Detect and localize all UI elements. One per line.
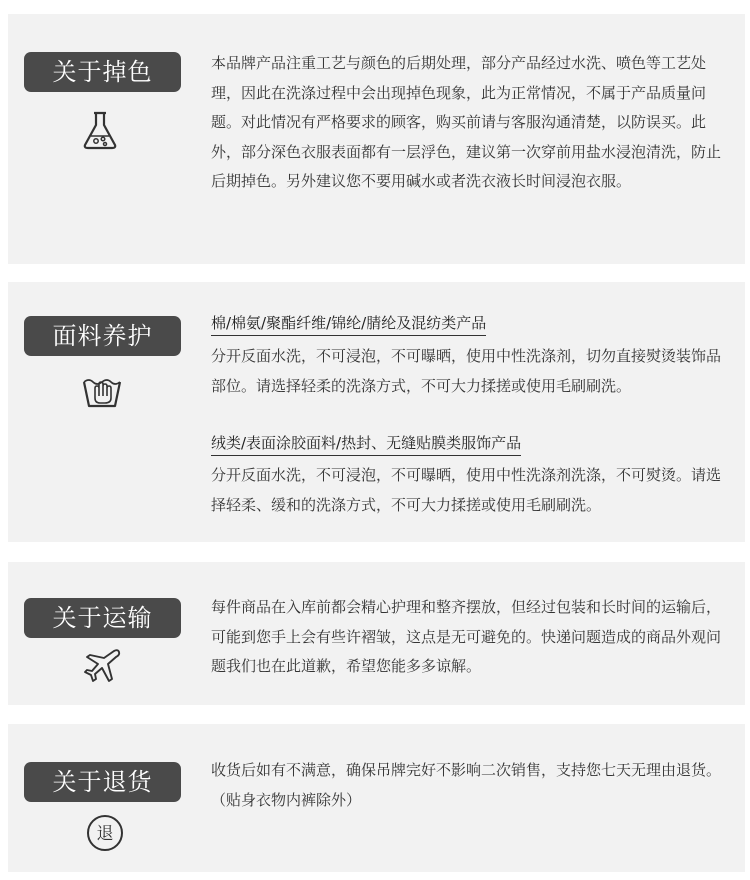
section-title: 面料养护 [24,316,181,356]
section-returns [8,724,745,872]
airplane-icon [81,646,123,686]
section-color-fading [8,14,745,264]
hand-wash-icon [81,370,123,410]
care-group-text: 分开反面水洗，不可浸泡，不可曝晒，使用中性洗涤剂，切勿直接熨烫装饰品部位。请选择轻柔的洗涤方式，不可大力揉搓或使用毛刷刷洗。 [211,347,722,395]
section-body: 每件商品在入库前都会精心护理和整齐摆放，但经过包装和长时间的运输后，可能到您手上会有些许褶皱，这点是无可避免的。快递问题造成的商品外观问题我们也在此道歉，希望您能多多谅解。 [211,598,722,675]
care-group-text: 分开反面水洗，不可浸泡，不可曝晒，使用中性洗涤剂洗涤，不可熨烫。请选择轻柔、缓和的洗涤方式，不可大力揉搓或使用毛刷刷洗。 [211,466,722,514]
section-shipping [8,562,745,705]
section-title: 关于运输 [24,598,181,638]
section-fabric-care [8,282,745,542]
section-title: 关于退货 [24,762,181,802]
return-icon-char: 退 [96,824,114,844]
section-body: 本品牌产品注重工艺与颜色的后期处理，部分产品经过水洗、喷色等工艺处理，因此在洗涤过程中会出现掉色现象，此为正常情况，不属于产品质量问题。对此情况有严格要求的顾客，购买前请与客服沟通清楚，以防误买。此外，部分深色衣服表面都有一层浮色，建议第一次穿前用盐水浸泡清洗，防止后期掉色。另外建议您不要用碱水或者洗衣液长时间浸泡衣服。 [211,54,722,190]
section-title: 关于掉色 [24,52,181,92]
flask-icon [81,110,119,150]
care-group-heading: 绒类/表面涂胶面料/热封、无缝贴膜类服饰产品 [211,432,521,456]
return-circle-icon [85,813,125,853]
section-body: 收货后如有不满意，确保吊牌完好不影响二次销售，支持您七天无理由退货。（贴身衣物内裤除外） [211,761,722,809]
care-group-heading: 棉/棉氨/聚酯纤维/锦纶/腈纶及混纺类产品 [211,312,486,336]
